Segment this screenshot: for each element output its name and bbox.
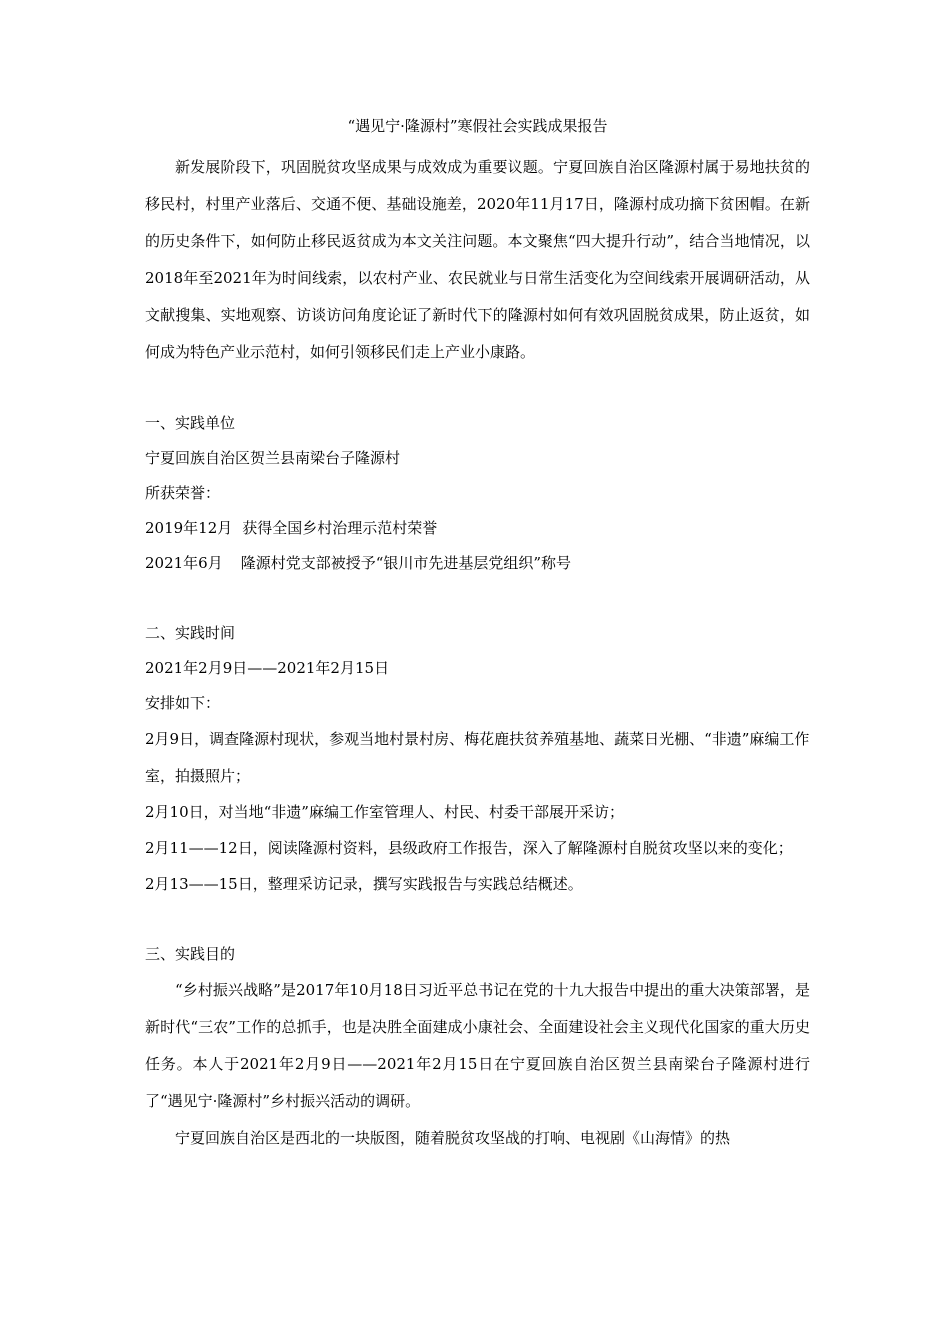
practice-period: 2021年2月9日——2021年2月15日	[145, 659, 390, 677]
spacer	[145, 371, 810, 406]
document-page	[145, 116, 810, 1157]
report-title: “遇见宁·隆源村”寒假社会实践成果报告	[347, 117, 608, 135]
honors-label: 所获荣誉：	[145, 484, 221, 502]
honor-item	[145, 546, 810, 581]
spacer	[145, 581, 810, 616]
schedule-item: 2月9日，调查隆源村现状，参观当地村景村房、梅花鹿扶贫养殖基地、蔬菜日光棚、“非遗”麻编工作室，拍摄照片；	[145, 730, 810, 785]
purpose-paragraph: 宁夏回族自治区是西北的一块版图，随着脱贫攻坚战的打响、电视剧《山海情》的热	[175, 1129, 731, 1147]
honor-text: 获得全国乡村治理示范村荣誉	[242, 519, 438, 537]
section-heading-purpose: 三、实践目的	[145, 945, 236, 963]
section-heading-time: 二、实践时间	[145, 624, 236, 642]
spacer	[145, 902, 810, 937]
intro-paragraph: 新发展阶段下，巩固脱贫攻坚成果与成效成为重要议题。宁夏回族自治区隆源村属于易地扶贫的移民村，村里产业落后、交通不便、基础设施差，2020年11月17日，隆源村成功摘下贫困帽。在新的历史条件下，如何防止移民返贫成为本文关注问题。本文聚焦“四大提升行动”，结合当地情况，以2018年至2021年为时间线索，以农村产业、农民就业与日常生活变化为空间线索开展调研活动，从文献搜集、实地观察、访谈访问角度论证了新时代下的隆源村如何有效巩固脱贫成果，防止返贫，如何成为特色产业示范村，如何引领移民们走上产业小康路。	[145, 158, 810, 361]
purpose-paragraph: “乡村振兴战略”是2017年10月18日习近平总书记在党的十九大报告中提出的重大决策部署，是新时代“三农”工作的总抓手，也是决胜全面建成小康社会、全面建设社会主义现代化国家的重大历史任务。本人于2021年2月9日——2021年2月15日在宁夏回族自治区贺兰县南梁台子隆源村进行了“遇见宁·隆源村”乡村振兴活动的调研。	[145, 981, 810, 1110]
section-heading-unit: 一、实践单位	[145, 414, 236, 432]
schedule-item: 2月11——12日，阅读隆源村资料，县级政府工作报告，深入了解隆源村自脱贫攻坚以来的变化；	[145, 839, 793, 857]
honor-date: 2019年12月	[145, 519, 233, 537]
unit-name: 宁夏回族自治区贺兰县南梁台子隆源村	[145, 449, 401, 467]
schedule-label: 安排如下：	[145, 694, 221, 712]
honor-item	[145, 511, 810, 546]
honor-text: 隆源村党支部被授予“银川市先进基层党组织”称号	[240, 554, 572, 572]
schedule-item: 2月13——15日，整理采访记录，撰写实践报告与实践总结概述。	[145, 875, 583, 893]
honor-date: 2021年6月	[145, 554, 223, 572]
schedule-item: 2月10日，对当地“非遗”麻编工作室管理人、村民、村委干部展开采访；	[145, 803, 624, 821]
